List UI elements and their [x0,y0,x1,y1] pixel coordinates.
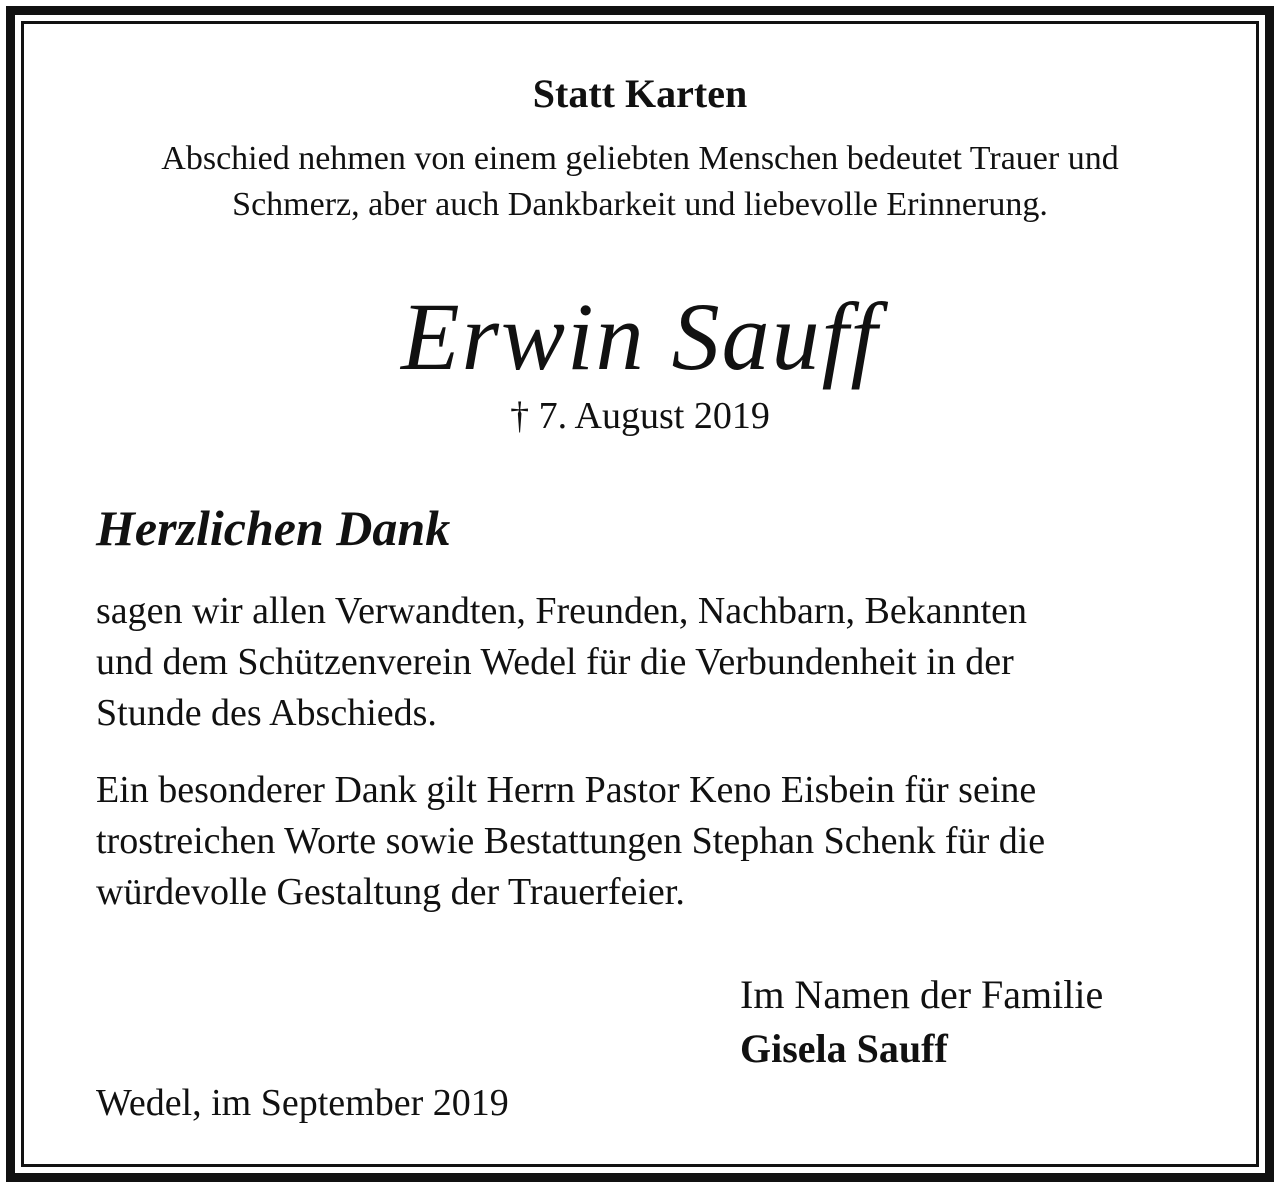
intro-line: Schmerz, aber auch Dankbarkeit und liebevolle Erinnerung. [232,186,1048,223]
paragraph-line: sagen wir allen Verwandten, Freunden, Nachbarn, Bekannten [96,590,1028,632]
paragraph-line: Stunde des Abschieds. [96,692,437,734]
paragraph-line: würdevolle Gestaltung der Trauerfeier. [96,871,685,913]
intro-text [60,136,1220,228]
intro-line: Abschied nehmen von einem geliebten Menschen bedeutet Trauer und [161,140,1119,177]
death-date: † 7. August 2019 [510,395,770,437]
paragraph-line: trostreichen Worte sowie Bestattungen Stephan Schenk für die [96,820,1046,862]
header-text: Statt Karten [532,71,748,116]
thanks-heading: Herzlichen Dank [96,500,451,556]
thanks-paragraph-2 [96,765,1206,918]
paragraph-line: und dem Schützenverein Wedel für die Verbundenheit in der [96,641,1014,683]
signature-line: Im Namen der Familie [740,972,1104,1017]
paragraph-line: Ein besonderer Dank gilt Herrn Pastor Keno Eisbein für seine [96,769,1037,811]
signature-name: Gisela Sauff [740,1026,948,1071]
deceased-name: Erwin Sauff [400,283,880,390]
thanks-paragraph-1 [96,586,1206,739]
place-date: Wedel, im September 2019 [96,1082,509,1124]
